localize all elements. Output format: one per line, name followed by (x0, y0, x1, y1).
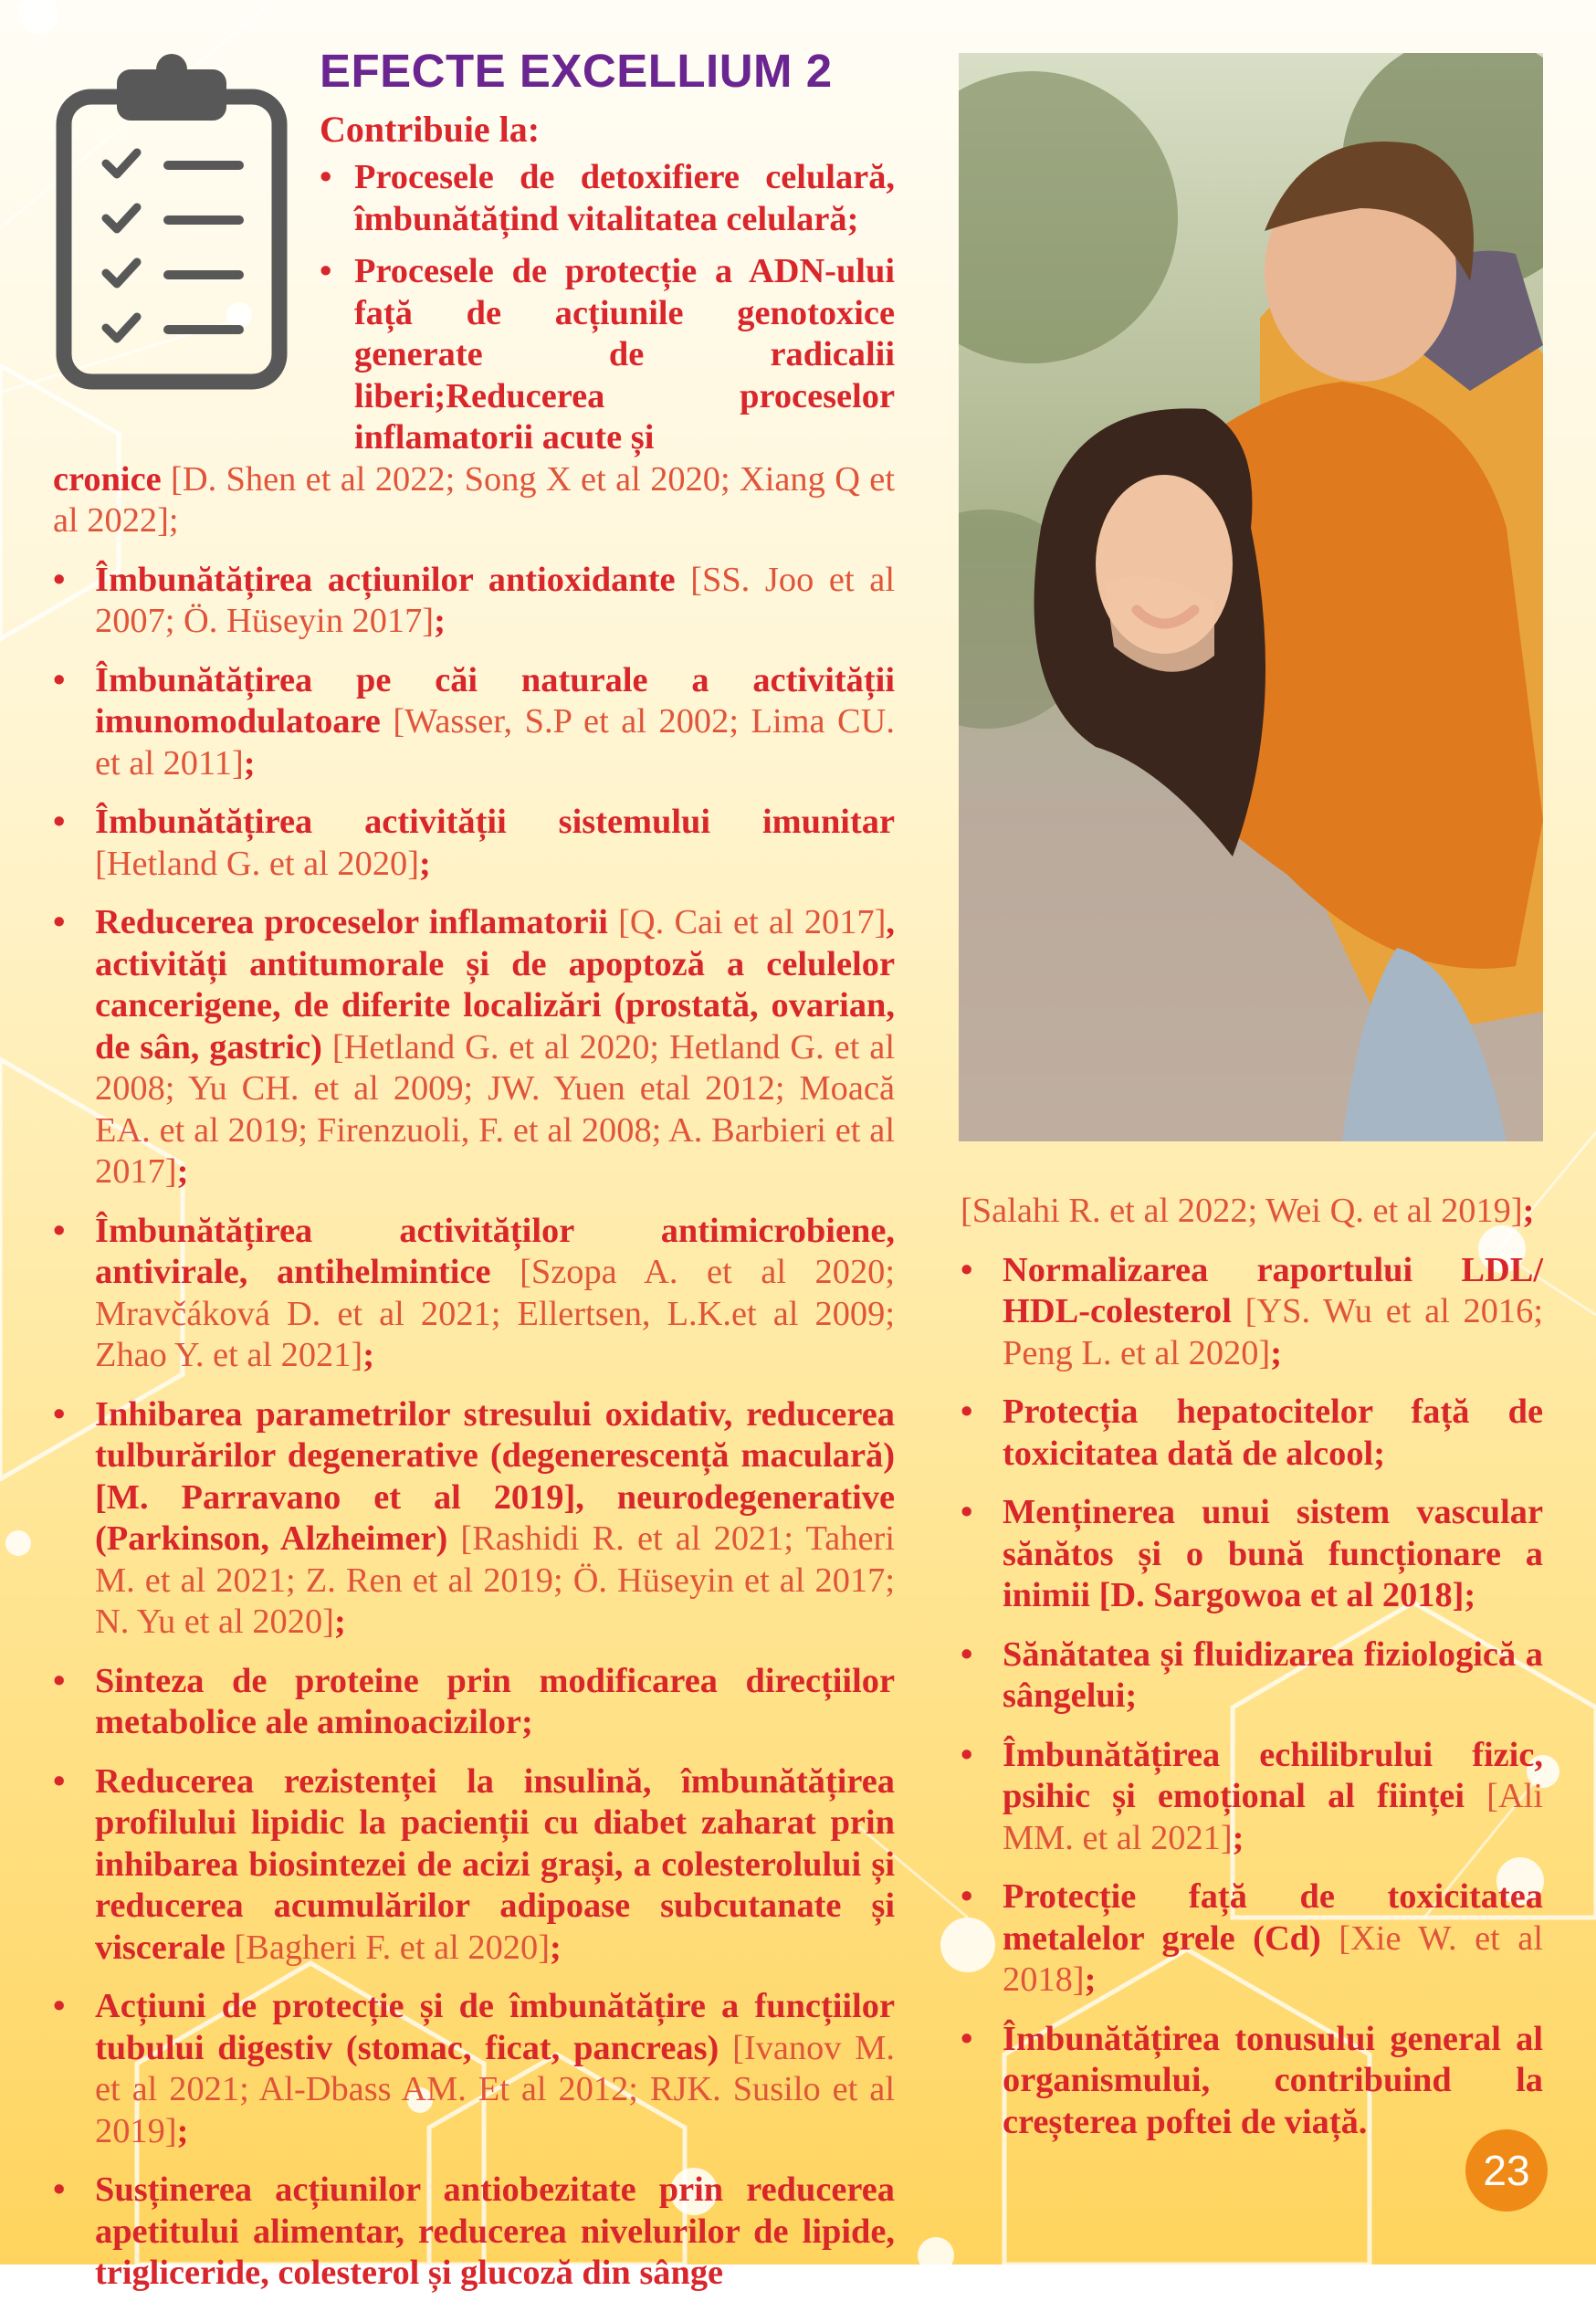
list-item: • Protecție față de toxicitatea metalelor grele (Cd) [Xie W. et al 2018]; (961, 1876, 1543, 2002)
list-item: • Susținerea acțiunilor antiobezitate prin reducerea apetitului alimentar, reducerea nivelurilor de lipide, trigliceride, colesterol și glucoză din sânge (53, 2170, 895, 2295)
left-column (53, 157, 895, 2312)
intro-list (320, 157, 895, 459)
list-item: • Acțiuni de protecție și de îmbunătățire a funcțiilor tubului digestiv (stomac, ficat, pancreas) [Ivanov M. et al 2021; Al-Dbass AM. Et al 2012; RJK. Susilo et al 2019]; (53, 1986, 895, 2152)
page-number-badge: 23 (1465, 2129, 1548, 2212)
list-item: • Îmbunătățirea pe căi naturale a activității imunomodulatoare [Wasser, S.P et al 2002; Lima CU. et al 2011]; (53, 660, 895, 785)
list-item: • Îmbunătățirea acțiunilor antioxidante [SS. Joo et al 2007; Ö. Hüseyin 2017]; (53, 560, 895, 643)
list-item: • Reducerea rezistenței la insulină, îmbunătățirea profilului lipidic la pacienții cu diabet zaharat prin inhibarea biosintezei de acizi grași, a colesterolului și reducerea acumulărilor adipoase subcutanate și viscerale [Bagheri F. et al 2020]; (53, 1761, 895, 1970)
list-item: • Menținerea unui sistem vascular sănătos și o bună funcționare a inimii [D. Sargowoa et al 2018]; (961, 1492, 1543, 1617)
list-item: • Îmbunătățirea tonusului general al organismului, contribuind la creșterea poftei de viață. (961, 2019, 1543, 2144)
list-item: • Normalizarea raportului LDL/ HDL-colesterol [YS. Wu et al 2016; Peng L. et al 2020]; (961, 1250, 1543, 1375)
list-item: • Inhibarea parametrilor stresului oxidativ, reducerea tulburărilor degenerative (degenerescență maculară) [M. Parravano et al 2019], neurodegenerative (Parkinson, Alzheimer) [Rashidi R. et al 2021; Taheri M. et al 2021; Z. Ren et al 2019; Ö. Hüseyin et al 2017; N. Yu et al 2020]; (53, 1394, 895, 1644)
intro-continuation: cronice [D. Shen et al 2022; Song X et al 2020; Xiang Q et al 2022]; (53, 459, 895, 540)
page-title: EFECTE EXCELLIUM 2 (320, 45, 833, 97)
right-column (961, 1192, 1543, 2160)
list-item: • Protecția hepatocitelor față de toxicitatea dată de alcool; (961, 1392, 1543, 1475)
list-item: • Îmbunătățirea activității sistemului imunitar [Hetland G. et al 2020]; (53, 802, 895, 885)
couple-photo (959, 53, 1543, 1141)
list-item: • Sinteza de proteine prin modificarea direcțiilor metabolice ale aminoacizilor; (53, 1661, 895, 1744)
list-item: • Îmbunătățirea activităților antimicrobiene, antivirale, antihelmintice [Szopa A. et al 2020; Mravčáková D. et al 2021; Ellertsen, L.K.et al 2009; Zhao Y. et al 2021]; (53, 1211, 895, 1377)
list-item: • Sănătatea și fluidizarea fiziologică a sângelui; (961, 1634, 1543, 1718)
list-item: • Îmbunătățirea echilibrului fizic, psihic și emoțional al ființei [Ali MM. et al 2021]; (961, 1735, 1543, 1860)
list-item: • Reducerea proceselor inflamatorii [Q. Cai et al 2017], activități antitumorale și de apoptoză a celulelor cancerigene, de diferite localizări (prostată, ovarian, de sân, gastric) [Hetland G. et al 2020; Hetland G. et al 2008; Yu CH. et al 2009; JW. Yuen etal 2012; Moacă EA. et al 2019; Firenzuoli, F. et al 2008; A. Barbieri et al 2017]; (53, 902, 895, 1193)
intro-item: • Procesele de protecție a ADN-ului față de acțiunile genotoxice generate de radicalii liberi;Reducerea proceselor inflamatorii acute și (320, 251, 895, 459)
section-subtitle: Contribuie la: (320, 109, 541, 150)
list-item-continuation: [Salahi R. et al 2022; Wei Q. et al 2019]; (961, 1192, 1535, 1230)
intro-item: • Procesele de detoxifiere celulară, îmbunătățind vitalitatea celulară; (320, 157, 895, 240)
